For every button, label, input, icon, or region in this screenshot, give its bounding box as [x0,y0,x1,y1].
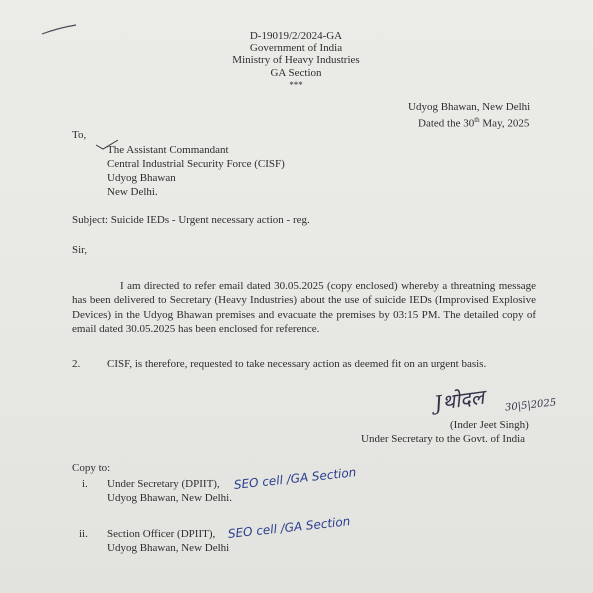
file-number: D-19019/2/2024-GA [249,30,343,42]
signatory-designation: Under Secretary to the Govt. of India [361,433,526,445]
date-suffix-sup: th [474,116,480,124]
copy-item-2-line-1: Section Officer (DPIIT), [107,528,216,540]
subject-line: Subject: Suicide IEDs - Urgent necessary action - reg. [72,214,310,226]
government-name: Government of India [249,42,343,54]
addressee-line-3: Udyog Bhawan [107,172,176,184]
copy-item-1-line-2: Udyog Bhawan, New Delhi. [107,492,232,504]
copy-item-2-line-2: Udyog Bhawan, New Delhi [107,542,230,554]
date-suffix: May, 2025 [479,117,530,130]
addressee-line-4: New Delhi. [107,186,158,198]
addressee-line-2: Central Industrial Security Force (CISF) [107,158,285,170]
section-name: GA Section [270,67,322,79]
date-prefix: Dated the 30 [418,117,475,130]
signature-scrawl: Jथोदल [432,384,486,416]
to-label: To, [72,129,87,141]
place: Udyog Bhawan, New Delhi [408,101,531,113]
salutation: Sir, [72,244,88,256]
signature-date: 30|5|2025 [504,397,557,414]
copy-item-2-handwritten: SEO cell /GA Section [227,514,351,541]
copy-to-label: Copy to: [72,462,111,474]
header-stars: *** [289,80,303,90]
paragraph-1: I am directed to refer email dated 30.05.2025 (copy enclosed) whereby a threatning message has been delivered to Secretary (Heavy Industries) about the use of suicide IEDs (Improvised Explosive Devices) in the Udyog Bhawan premises and evacuate the premises by 03:15 PM. The detailed copy of email dated 30.05.2025 has been enclosed for reference. [72,280,536,336]
copy-item-1-number: i. [82,478,88,490]
addressee-line-1: The Assistant Commandant [107,144,229,156]
paragraph-2-number: 2. [72,358,81,370]
copy-item-1-handwritten: SEO cell /GA Section [233,465,357,492]
paragraph-2-text: CISF, is therefore, requested to take necessary action as deemed fit on an urgent basis. [107,358,487,370]
copy-item-2-number: ii. [79,528,88,540]
date-line [418,113,529,131]
signatory-name: (Inder Jeet Singh) [450,419,529,431]
pen-stroke-mark [40,22,80,36]
copy-item-1-line-1: Under Secretary (DPIIT), [107,478,220,490]
ministry-name: Ministry of Heavy Industries [232,54,360,66]
